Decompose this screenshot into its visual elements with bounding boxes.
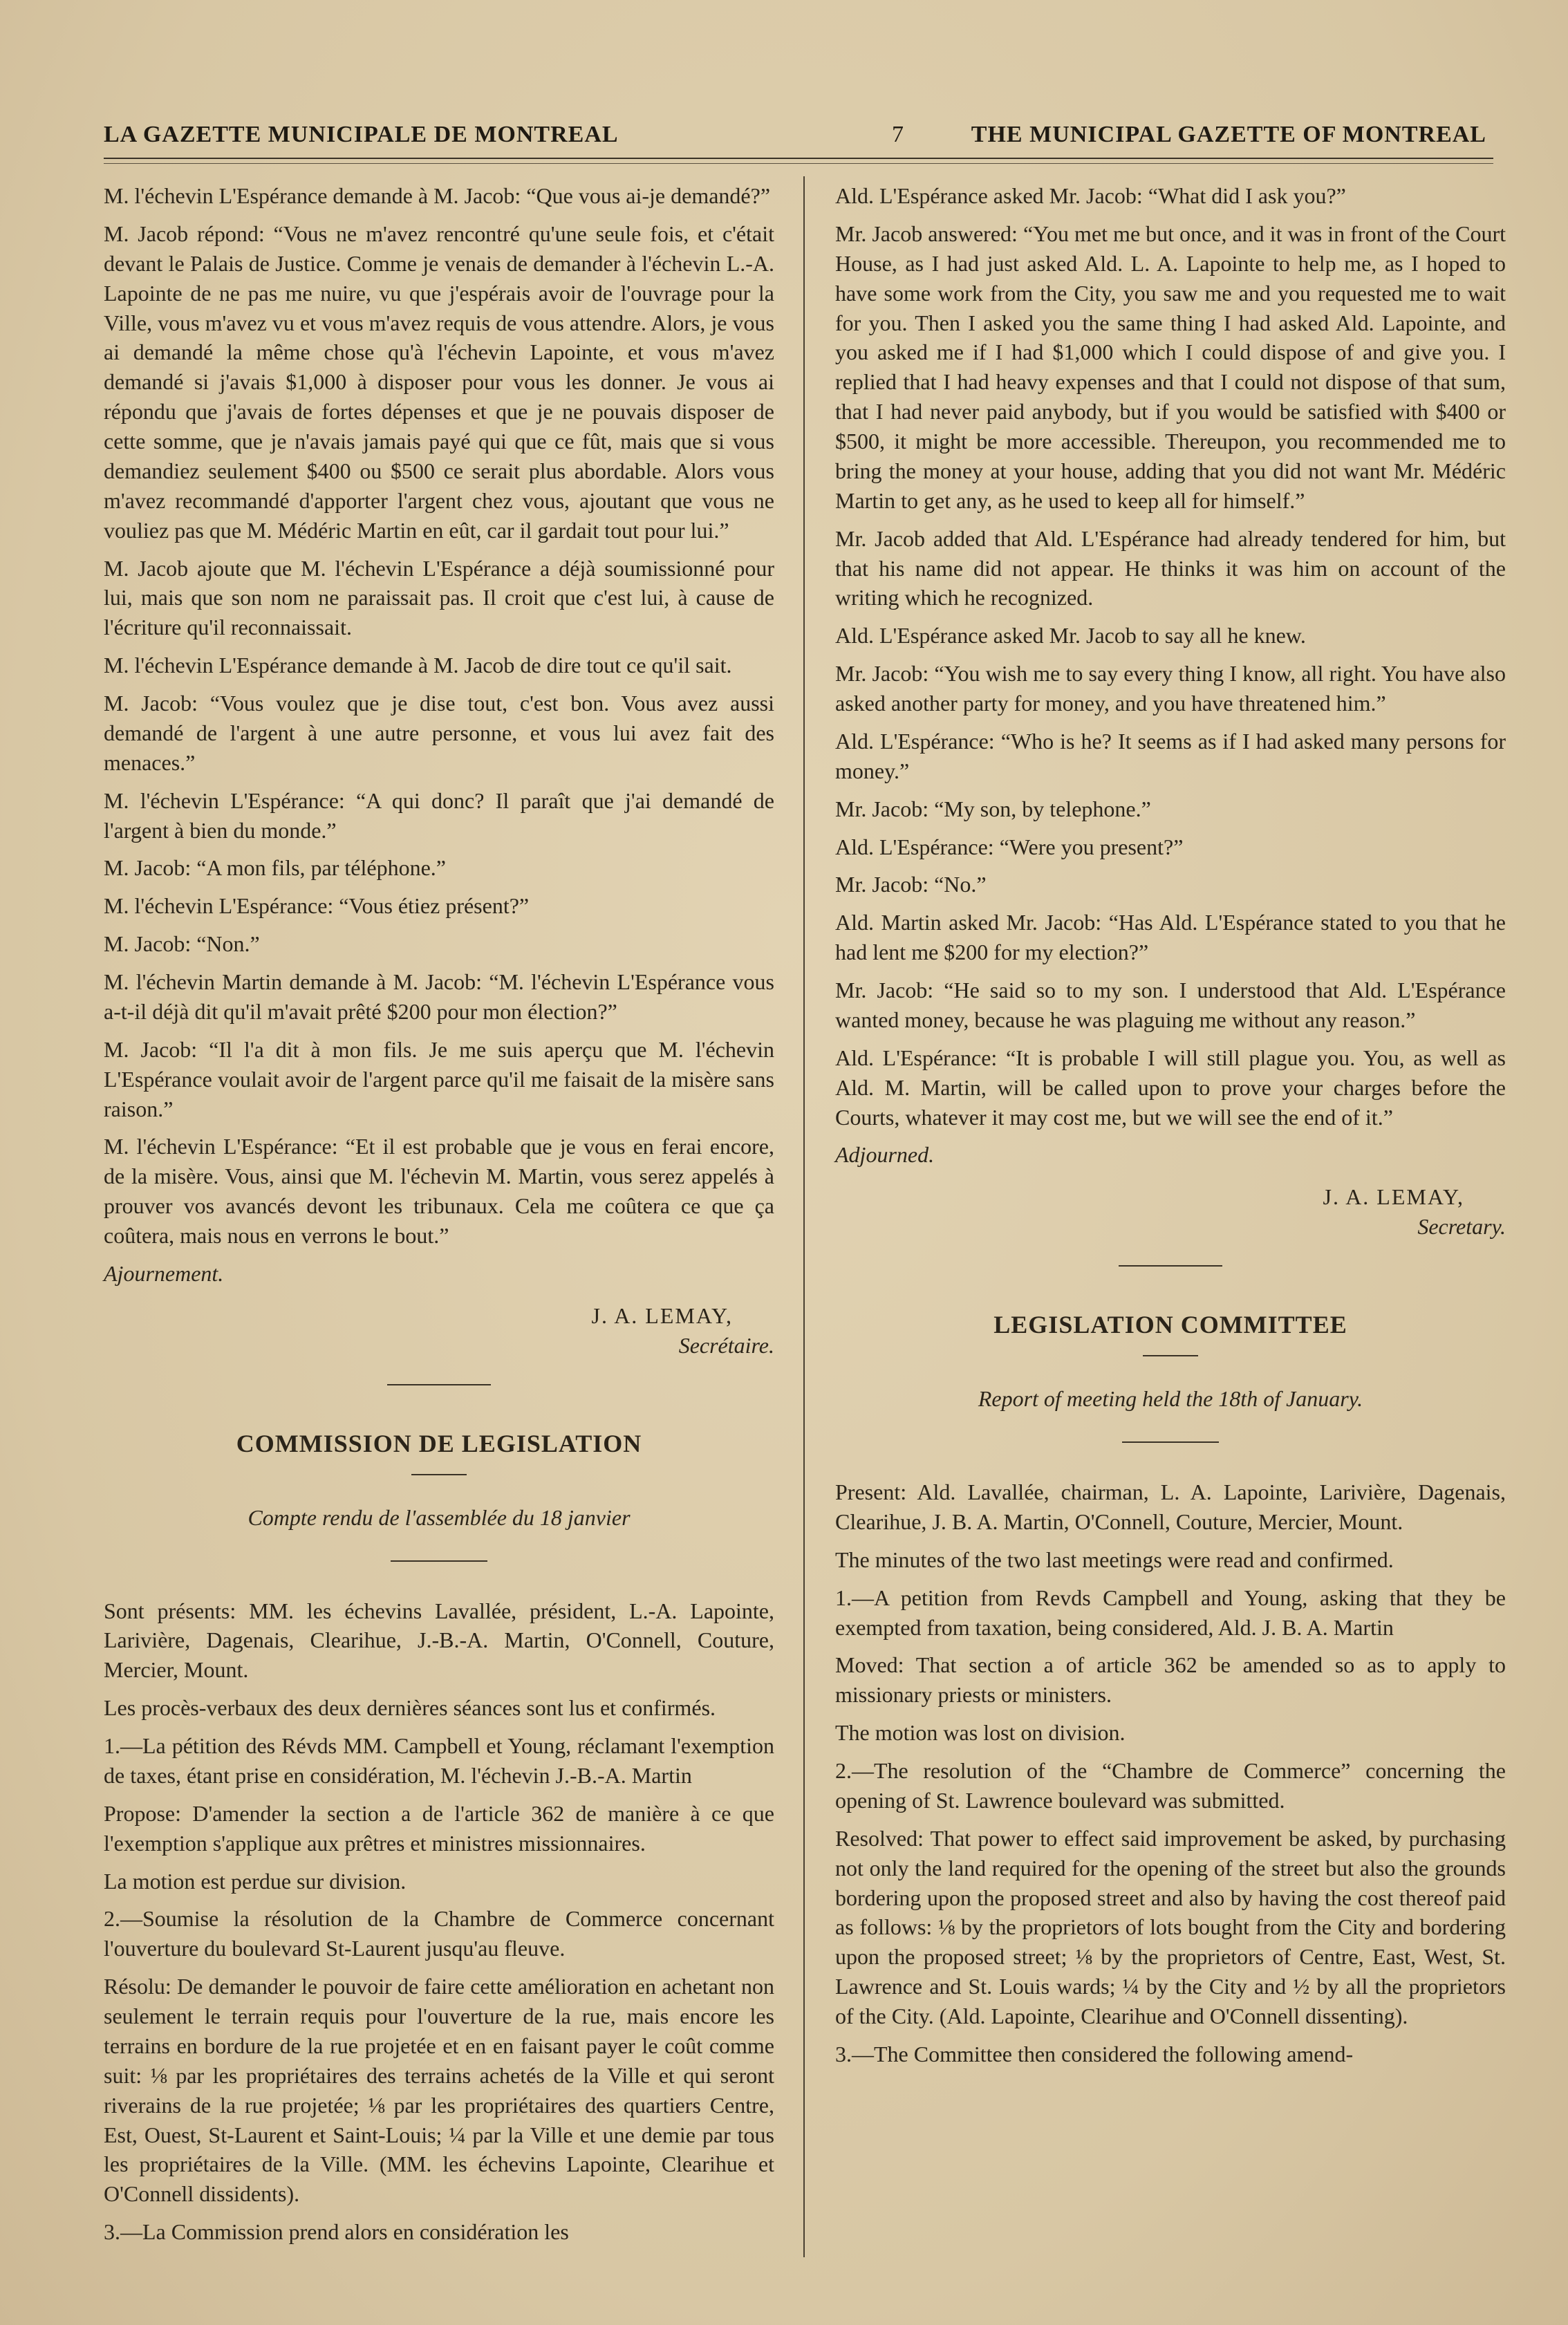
signature-name: J. A. LEMAY, (1323, 1184, 1464, 1210)
paragraph: Mr. Jacob added that Ald. L'Espérance had already tendered for him, but that his name did not appear. He thinks it was him on account of the writing which he recognized. (835, 525, 1506, 610)
adjournment: Ajournement. (104, 1260, 224, 1286)
signature-block (104, 1301, 774, 1361)
title-underline (411, 1474, 467, 1475)
paragraph: Ald. L'Espérance: “It is probable I will still plague you. You, as well as Ald. M. Martin, will be called upon to prove your charges before the Courts, whatever it may cost me, but we will see the end of it.” (835, 1045, 1506, 1130)
header-french-title: LA GAZETTE MUNICIPALE DE MONTREAL (104, 122, 619, 147)
paragraph: Resolved: That power to effect said improvement be asked, by purchasing not only the land required for the opening of the street but also the grounds bordering upon the proposed street and also by having the cost thereof paid as follows: ⅛ by the proprietors of lots bought from the City and bordering upon the proposed street; ⅛ by the proprietors of Centre, East, West, St. Lawrence and St. Louis wards; ¼ by the City and ½ by all the proprietors of the City. (Ald. Lapointe, Clearihue and O'Connell dissenting). (835, 1825, 1506, 2029)
paragraph: Ald. L'Espérance: “Who is he? It seems as if I had asked many persons for money.” (835, 728, 1506, 783)
paragraph: M. l'échevin L'Espérance demande à M. Jacob de dire tout ce qu'il sait. (104, 653, 732, 678)
paragraph: 3.—La Commission prend alors en considération les (104, 2219, 569, 2245)
signature-name: J. A. LEMAY, (591, 1302, 733, 1328)
paragraph: Mr. Jacob: “He said so to my son. I understood that Ald. L'Espérance wanted money, because he was plaguing me without any reason.” (835, 978, 1506, 1032)
paragraph: Mr. Jacob answered: “You met me but once, and it was in front of the Court House, as I had just asked Ald. L. A. Lapointe to help me, as I hoped to have some work from the City, you saw me and you requested me to wait for you. Then I asked you the same thing I had asked Ald. Lapointe, and you asked me if I had $1,000 which I could dispose of and give you. I replied that I had heavy expenses and that I could not dispose of that sum, that I had never paid anybody, but if you would be satisfied with $400 or $500, it might be more accessible. Thereupon, you recommended me to bring the money at your house, adding that you did not want Mr. Médéric Martin to get any, as he used to keep all for himself.” (835, 221, 1506, 513)
paragraph: Mr. Jacob: “My son, by telephone.” (835, 796, 1151, 821)
french-column (104, 181, 774, 2255)
page-header (104, 116, 1486, 158)
paragraph: The motion was lost on division. (835, 1720, 1126, 1746)
paragraph: Sont présents: MM. les échevins Lavallée, président, L.-A. Lapointe, Larivière, Dagenais, Clearihue, J.-B.-A. Martin, O'Connell, Couture, Mercier, Mount. (104, 1598, 774, 1683)
paragraph: Ald. L'Espérance: “Were you present?” (835, 834, 1184, 859)
header-rule-thin (104, 163, 1493, 164)
paragraph: Résolu: De demander le pouvoir de faire cette amélioration en achetant non seulement le terrain requis pour l'ouverture de la rue, mais encore les terrains en bordure de la rue projetée et en en faisant payer le coût comme suit: ⅛ par les propriétaires des terrains achetés de la Ville et qui seront riverains de la rue projetée; ⅛ par les propriétaires des quartiers Centre, Est, Ouest, St-Laurent et Saint-Louis; ¼ par la Ville et une demie par tous les propriétaires de la Ville. (MM. les échevins Lapointe, Clearihue et O'Connell dissidents). (104, 1974, 774, 2207)
paragraph: Ald. L'Espérance asked Mr. Jacob to say all he knew. (835, 623, 1306, 648)
signature-title: Secrétaire. (678, 1332, 774, 1358)
paragraph: Ald. L'Espérance asked Mr. Jacob: “What did I ask you?” (835, 183, 1346, 208)
paragraph: M. Jacob ajoute que M. l'échevin L'Espérance a déjà soumissionné pour lui, mais que son nom ne paraissait pas. Il croit que c'est lui, à cause de l'écriture qu'il reconnaissait. (104, 555, 774, 640)
section-title: LEGISLATION COMMITTEE (993, 1311, 1347, 1338)
paragraph: M. Jacob: “Il l'a dit à mon fils. Je me suis aperçu que M. l'échevin L'Espérance voulait avoir de l'argent parce qu'il me faisait de la misère sans raison.” (104, 1036, 774, 1121)
paragraph: Mr. Jacob: “You wish me to say every thing I know, all right. You have also asked another party for money, and you have threatened him.” (835, 661, 1506, 716)
paragraph: 3.—The Committee then considered the following amend- (835, 2041, 1354, 2066)
paragraph: 2.—The resolution of the “Chambre de Commerce” concerning the opening of St. Lawrence boulevard was submitted. (835, 1758, 1506, 1813)
paragraph: M. l'échevin L'Espérance: “Vous étiez présent?” (104, 893, 530, 919)
paragraph: M. Jacob répond: “Vous ne m'avez rencontré qu'une seule fois, et c'était devant le Palais de Justice. Comme je venais de demander à l'échevin L.-A. Lapointe de ne pas me nuire, vu que j'espérais avoir de l'ouvrage pour la Ville, vous m'avez vu et vous m'avez requis de vous attendre. Alors, je vous ai demandé la même chose qu'à l'échevin Lapointe, et vous m'avez demandé si j'avais $1,000 à disposer pour vous les donner. Je vous ai répondu que j'avais de fortes dépenses et que je ne pouvais disposer de cette somme, que je n'avais jamais payé qui que ce fût, mais que si vous demandiez seulement $400 ou $500 ce serait plus abordable. Alors vous m'avez recommandé d'apporter l'argent chez vous, ajoutant que vous ne vouliez pas que M. Médéric Martin en eût, car il gardait tout pour lui.” (104, 221, 774, 543)
paragraph: 1.—A petition from Revds Campbell and Young, asking that they be exempted from taxation, being considered, Ald. J. B. A. Martin (835, 1585, 1506, 1640)
paragraph: M. l'échevin L'Espérance: “Et il est probable que je vous en ferai encore, de la misère. Vous, ainsi que M. l'échevin M. Martin, vous serez appelés à prouver vos avancés devont les tribunaux. Cela me coûtera ce que ça coûtera, mais nous en verrons le bout.” (104, 1134, 774, 1248)
header-rule (104, 158, 1493, 159)
signature-block (835, 1182, 1506, 1242)
paragraph: M. l'échevin L'Espérance: “A qui donc? Il paraît que j'ai demandé de l'argent à bien du monde.” (104, 787, 774, 843)
page-number: 7 (892, 122, 904, 147)
paragraph: M. l'échevin Martin demande à M. Jacob: “M. l'échevin L'Espérance vous a-t-il déjà dit qu'il m'avait prêté $200 pour mon élection?” (104, 969, 774, 1024)
column-divider (803, 176, 805, 2257)
paragraph: Les procès-verbaux des deux dernières séances sont lus et confirmés. (104, 1695, 716, 1721)
section-separator (1119, 1265, 1222, 1267)
paragraph: Mr. Jacob: “No.” (835, 872, 987, 897)
subtitle-underline (1122, 1441, 1219, 1443)
adjournment: Adjourned. (835, 1142, 935, 1168)
section-title: COMMISSION DE LEGISLATION (236, 1429, 642, 1457)
paragraph: 2.—Soumise la résolution de la Chambre de Commerce concernant l'ouverture du boulevard St-Laurent jusqu'au fleuve. (104, 1906, 774, 1961)
section-subtitle: Report of meeting held the 18th of January. (978, 1386, 1363, 1412)
section-separator (387, 1384, 491, 1385)
english-column (835, 181, 1506, 2077)
title-underline (1143, 1355, 1198, 1356)
paragraph: La motion est perdue sur division. (104, 1868, 407, 1894)
paragraph: M. Jacob: “A mon fils, par téléphone.” (104, 855, 446, 881)
paragraph: M. Jacob: “Non.” (104, 931, 260, 957)
signature-title: Secretary. (1417, 1214, 1506, 1240)
paragraph: M. l'échevin L'Espérance demande à M. Jacob: “Que vous ai-je demandé?” (104, 183, 771, 208)
header-english-title: THE MUNICIPAL GAZETTE OF MONTREAL (971, 122, 1486, 147)
paragraph: 1.—La pétition des Révds MM. Campbell et Young, réclamant l'exemption de taxes, étant prise en considération, M. l'échevin J.-B.-A. Martin (104, 1733, 774, 1788)
subtitle-underline (391, 1560, 487, 1562)
paragraph: Propose: D'amender la section a de l'article 362 de manière à ce que l'exemption s'applique aux prêtres et ministres missionnaires. (104, 1800, 774, 1856)
section-subtitle: Compte rendu de l'assemblée du 18 janvier (248, 1504, 631, 1530)
paragraph: The minutes of the two last meetings were read and confirmed. (835, 1547, 1394, 1572)
paragraph: Ald. Martin asked Mr. Jacob: “Has Ald. L'Espérance stated to you that he had lent me $200 for my election?” (835, 910, 1506, 965)
paragraph: Present: Ald. Lavallée, chairman, L. A. Lapointe, Larivière, Dagenais, Clearihue, J. B. A. Martin, O'Connell, Couture, Mercier, Mount. (835, 1479, 1506, 1534)
paragraph: M. Jacob: “Vous voulez que je dise tout, c'est bon. Vous avez aussi demandé de l'argent à une autre personne, et vous lui avez fait des menaces.” (104, 691, 774, 775)
paragraph: Moved: That section a of article 362 be amended so as to apply to missionary priests or ministers. (835, 1652, 1506, 1708)
